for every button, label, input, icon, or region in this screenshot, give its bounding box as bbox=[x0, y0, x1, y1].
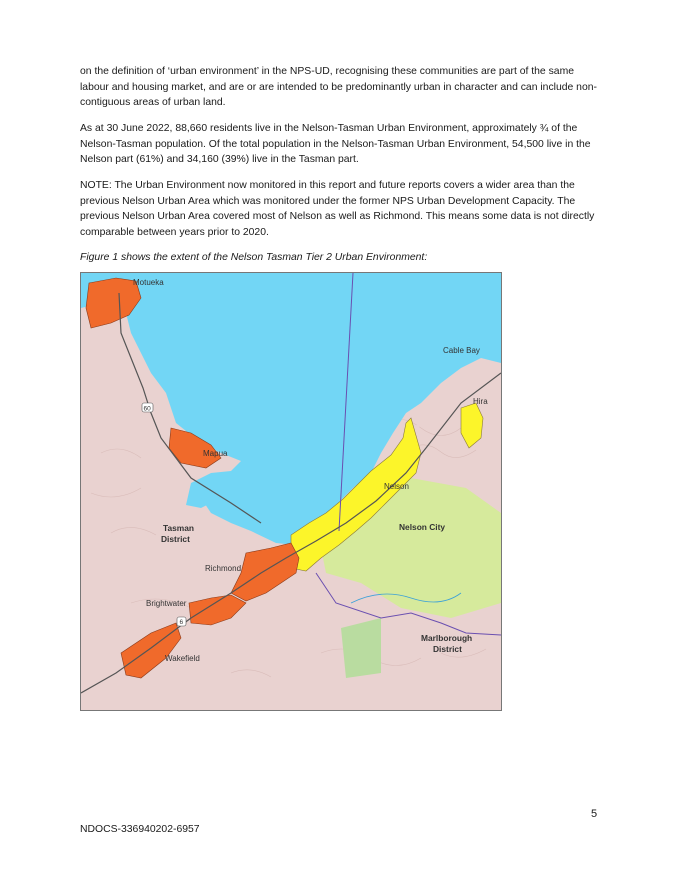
label-mapua: Mapua bbox=[203, 449, 228, 458]
document-id: NDOCS-336940202-6957 bbox=[80, 824, 200, 835]
paragraph-note: NOTE: The Urban Environment now monitored in this report and future reports covers a wider area than the previous Nelson Urban Area which was monitored under the former NPS Urban Development Capacity. The previous Nelson Urban Area covered most of Nelson as well as Richmond. This means some data is not directly comparable between years prior to 2020. bbox=[80, 180, 595, 238]
label-cable-bay: Cable Bay bbox=[443, 346, 480, 355]
label-motueka: Motueka bbox=[133, 278, 164, 287]
figure-caption: Figure 1 shows the extent of the Nelson Tasman Tier 2 Urban Environment: bbox=[80, 252, 428, 263]
label-richmond: Richmond bbox=[205, 564, 242, 573]
sh60-shield bbox=[142, 403, 153, 413]
paragraph-population-stats: As at 30 June 2022, 88,660 residents live in the Nelson-Tasman Urban Environment, approximately ¾ of the Nelson-Tasman population. Of the total population in the Nelson-Tasman Urban Environment, 54,500 live in the Nelson part (61%) and 34,160 (39%) live in the Tasman part. bbox=[80, 123, 591, 166]
svg-text:60: 60 bbox=[143, 405, 151, 413]
paragraph-urban-environment-definition: on the definition of ‘urban environment’ in the NPS-UD, recognising these communities are part of the same labour and housing market, and are or are intended to be predominantly urban in character and can include non-contiguous areas of urban land. bbox=[80, 66, 597, 109]
svg-text:6: 6 bbox=[179, 619, 184, 626]
sh6-shield bbox=[177, 617, 186, 626]
page-number: 5 bbox=[591, 808, 598, 820]
green-area-south bbox=[341, 618, 381, 678]
label-brightwater: Brightwater bbox=[146, 599, 187, 608]
urban-environment-map bbox=[80, 272, 502, 711]
label-tasman-district-line2: District bbox=[161, 534, 190, 544]
label-hira: Hira bbox=[473, 397, 488, 406]
label-marlborough-line1: Marlborough bbox=[421, 633, 473, 643]
label-wakefield: Wakefield bbox=[165, 654, 200, 663]
label-nelson-city: Nelson City bbox=[399, 522, 446, 532]
label-marlborough-line2: District bbox=[433, 644, 462, 654]
label-tasman-district-line1: Tasman bbox=[163, 523, 195, 533]
label-nelson: Nelson bbox=[384, 482, 409, 491]
